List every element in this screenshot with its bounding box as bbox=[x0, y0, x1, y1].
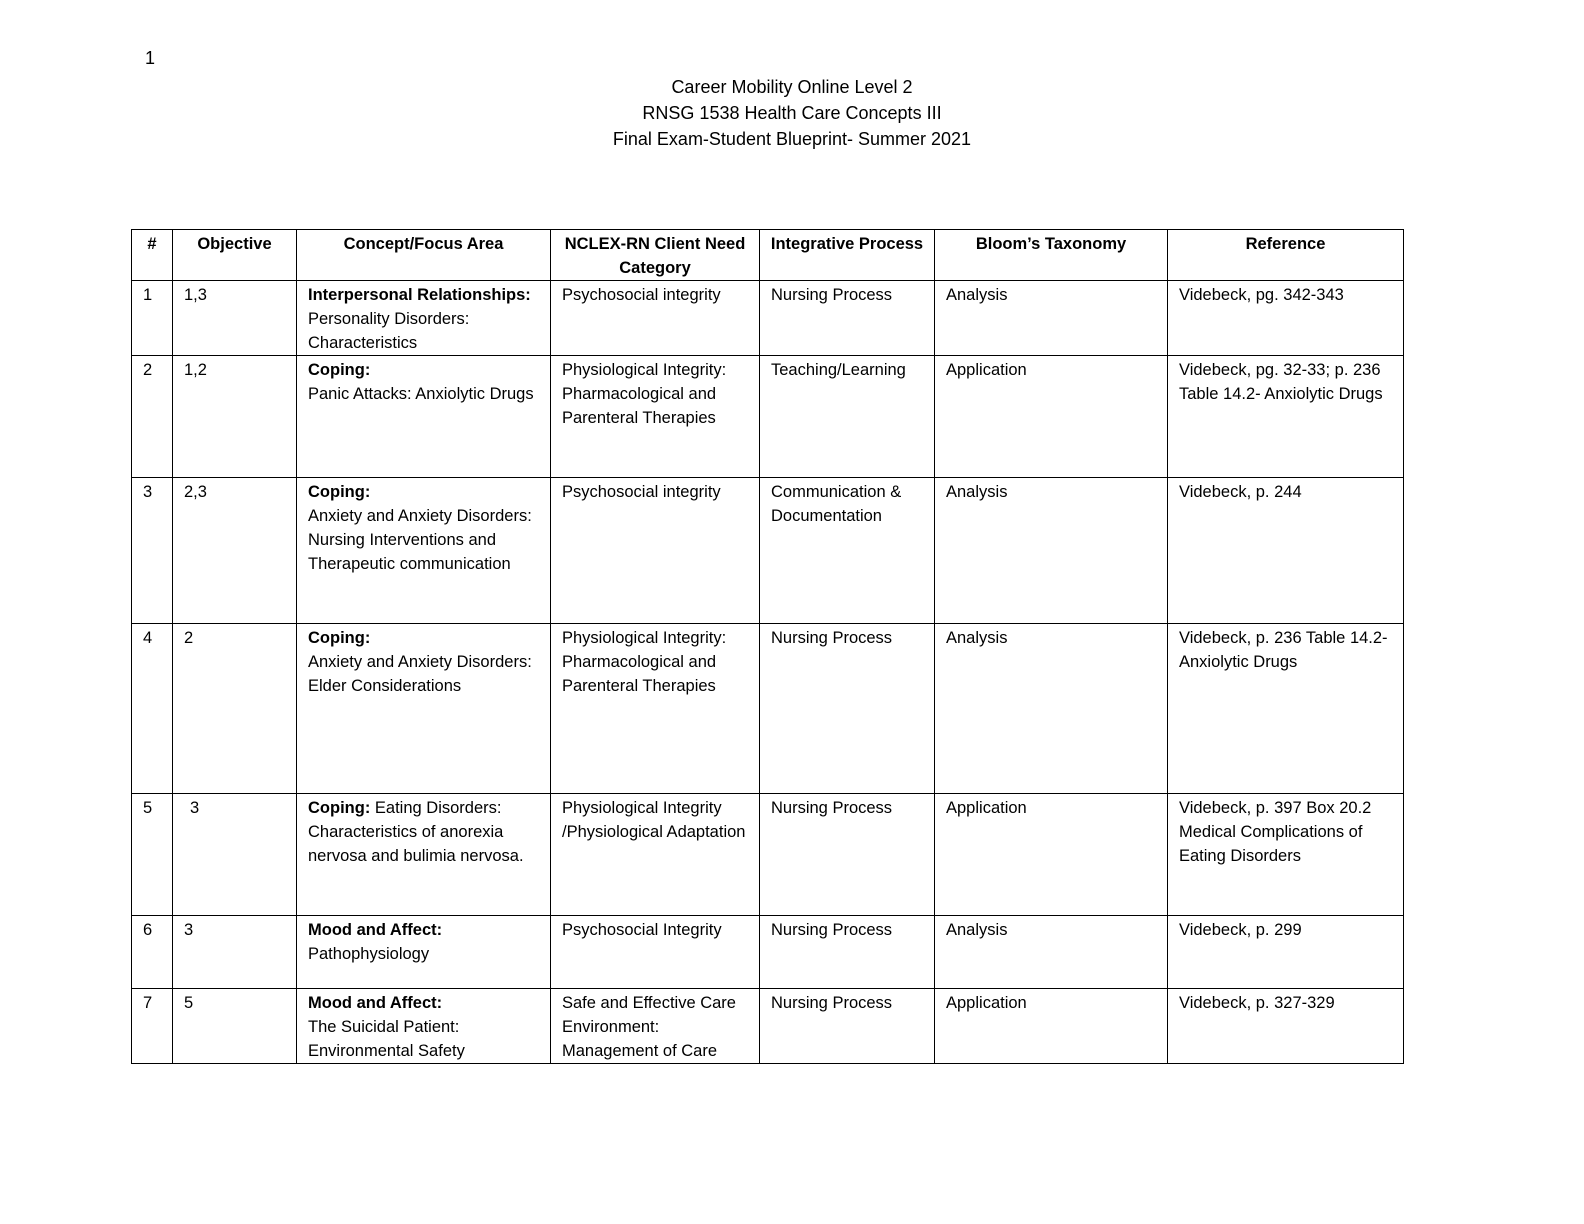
column-header-number: # bbox=[132, 230, 173, 281]
cell-objective: 2 bbox=[173, 624, 297, 794]
concept-category: Coping: bbox=[308, 361, 371, 379]
cell-number: 5 bbox=[132, 794, 173, 916]
cell-integrative-process: Nursing Process bbox=[760, 624, 935, 794]
table-row bbox=[132, 916, 1404, 989]
column-header-concept: Concept/Focus Area bbox=[297, 230, 551, 281]
concept-detail: Panic Attacks: Anxiolytic Drugs bbox=[308, 385, 534, 403]
concept-detail: Anxiety and Anxiety Disorders: Elder Considerations bbox=[308, 653, 532, 695]
cell-number: 3 bbox=[132, 478, 173, 624]
concept-detail: Anxiety and Anxiety Disorders: Nursing Interventions and Therapeutic communication bbox=[308, 507, 532, 573]
cell-reference: Videbeck, pg. 342-343 bbox=[1168, 281, 1404, 356]
cell-integrative-process: Nursing Process bbox=[760, 281, 935, 356]
cell-nclex: Psychosocial Integrity bbox=[551, 916, 760, 989]
concept-detail: Personality Disorders: Characteristics bbox=[308, 310, 470, 352]
header-program: Career Mobility Online Level 2 bbox=[671, 77, 913, 97]
page-number: 1 bbox=[145, 48, 156, 68]
cell-integrative-process: Communication & Documentation bbox=[760, 478, 935, 624]
cell-concept bbox=[297, 281, 551, 356]
cell-reference: Videbeck, p. 327-329 bbox=[1168, 989, 1404, 1064]
concept-detail: The Suicidal Patient: Environmental Safety bbox=[308, 1018, 465, 1060]
cell-concept bbox=[297, 624, 551, 794]
cell-objective: 1,3 bbox=[173, 281, 297, 356]
cell-concept bbox=[297, 478, 551, 624]
cell-integrative-process: Nursing Process bbox=[760, 916, 935, 989]
cell-blooms: Application bbox=[935, 989, 1168, 1064]
blueprint-table bbox=[131, 229, 1404, 1064]
table-row bbox=[132, 794, 1404, 916]
cell-objective: 2,3 bbox=[173, 478, 297, 624]
cell-number: 2 bbox=[132, 356, 173, 478]
concept-category: Coping: bbox=[308, 799, 371, 817]
column-header-blooms: Bloom’s Taxonomy bbox=[935, 230, 1168, 281]
cell-objective: 3 bbox=[173, 794, 297, 916]
cell-blooms: Analysis bbox=[935, 478, 1168, 624]
cell-integrative-process: Nursing Process bbox=[760, 989, 935, 1064]
cell-objective: 3 bbox=[173, 916, 297, 989]
cell-concept bbox=[297, 356, 551, 478]
cell-integrative-process: Teaching/Learning bbox=[760, 356, 935, 478]
cell-concept bbox=[297, 794, 551, 916]
cell-nclex: Safe and Effective Care Environment: Management of Care bbox=[551, 989, 760, 1064]
cell-blooms: Application bbox=[935, 356, 1168, 478]
cell-concept bbox=[297, 916, 551, 989]
column-header-integrative-process: Integrative Process bbox=[760, 230, 935, 281]
document-header bbox=[0, 74, 1584, 152]
column-header-nclex: NCLEX-RN Client Need Category bbox=[551, 230, 760, 281]
header-exam-title: Final Exam-Student Blueprint- Summer 2021 bbox=[612, 129, 972, 149]
cell-number: 6 bbox=[132, 916, 173, 989]
concept-category: Mood and Affect: bbox=[308, 994, 443, 1012]
cell-nclex: Physiological Integrity: Pharmacological and Parenteral Therapies bbox=[551, 624, 760, 794]
concept-detail: Eating Disorders: Characteristics of anorexia nervosa and bulimia nervosa. bbox=[308, 799, 524, 865]
header-course: RNSG 1538 Health Care Concepts III bbox=[642, 103, 942, 123]
table-row bbox=[132, 356, 1404, 478]
cell-reference: Videbeck, p. 236 Table 14.2- Anxiolytic Drugs bbox=[1168, 624, 1404, 794]
table-row bbox=[132, 478, 1404, 624]
cell-integrative-process: Nursing Process bbox=[760, 794, 935, 916]
cell-reference: Videbeck, p. 299 bbox=[1168, 916, 1404, 989]
cell-number: 7 bbox=[132, 989, 173, 1064]
cell-nclex: Psychosocial integrity bbox=[551, 281, 760, 356]
table-row bbox=[132, 989, 1404, 1064]
column-header-reference: Reference bbox=[1168, 230, 1404, 281]
table-row bbox=[132, 281, 1404, 356]
cell-reference: Videbeck, p. 397 Box 20.2 Medical Complications of Eating Disorders bbox=[1168, 794, 1404, 916]
cell-blooms: Application bbox=[935, 794, 1168, 916]
concept-category: Coping: bbox=[308, 483, 371, 501]
cell-reference: Videbeck, p. 244 bbox=[1168, 478, 1404, 624]
concept-category: Mood and Affect: bbox=[308, 921, 443, 939]
cell-objective: 5 bbox=[173, 989, 297, 1064]
cell-number: 4 bbox=[132, 624, 173, 794]
cell-blooms: Analysis bbox=[935, 624, 1168, 794]
concept-category: Interpersonal Relationships: bbox=[308, 286, 531, 304]
cell-concept bbox=[297, 989, 551, 1064]
table-row bbox=[132, 624, 1404, 794]
table-header-row bbox=[132, 230, 1404, 281]
cell-nclex: Physiological Integrity: Pharmacological and Parenteral Therapies bbox=[551, 356, 760, 478]
cell-nclex: Psychosocial integrity bbox=[551, 478, 760, 624]
cell-objective: 1,2 bbox=[173, 356, 297, 478]
cell-number: 1 bbox=[132, 281, 173, 356]
concept-category: Coping: bbox=[308, 629, 371, 647]
column-header-objective: Objective bbox=[173, 230, 297, 281]
cell-blooms: Analysis bbox=[935, 916, 1168, 989]
cell-nclex: Physiological Integrity /Physiological Adaptation bbox=[551, 794, 760, 916]
concept-detail: Pathophysiology bbox=[308, 945, 430, 963]
cell-reference: Videbeck, pg. 32-33; p. 236 Table 14.2- Anxiolytic Drugs bbox=[1168, 356, 1404, 478]
cell-blooms: Analysis bbox=[935, 281, 1168, 356]
